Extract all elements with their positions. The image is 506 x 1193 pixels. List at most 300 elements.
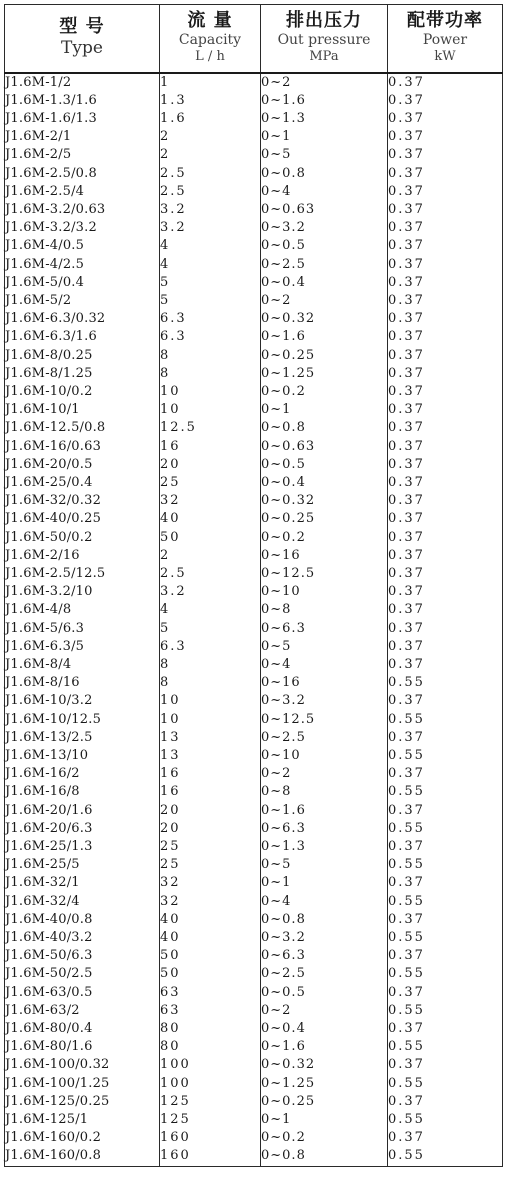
cell-pressure: 0~1.3 — [261, 110, 388, 128]
cell-pressure: 0~8 — [261, 783, 388, 801]
table-row — [5, 747, 503, 765]
table-row — [5, 219, 503, 237]
cell-power: 0.37 — [388, 92, 503, 110]
cell-model: J1.6M-125/0.25 — [5, 1093, 160, 1111]
table-row — [5, 601, 503, 619]
cell-pressure: 0~1.25 — [261, 365, 388, 383]
table-row — [5, 929, 503, 947]
cell-model: J1.6M-4/8 — [5, 601, 160, 619]
cell-capacity: 3.2 — [160, 201, 261, 219]
cell-capacity: 25 — [160, 474, 261, 492]
cell-capacity: 160 — [160, 1147, 261, 1166]
header-type-en: Type — [61, 38, 103, 59]
cell-model: J1.6M-5/0.4 — [5, 274, 160, 292]
table-row — [5, 547, 503, 565]
cell-capacity: 125 — [160, 1111, 261, 1129]
cell-pressure: 0~1 — [261, 128, 388, 146]
cell-model: J1.6M-1.3/1.6 — [5, 92, 160, 110]
table-row — [5, 565, 503, 583]
table-row — [5, 692, 503, 710]
table-row — [5, 1111, 503, 1129]
header-pressure-unit: MPa — [309, 49, 339, 65]
cell-model: J1.6M-10/12.5 — [5, 711, 160, 729]
cell-model: J1.6M-4/2.5 — [5, 256, 160, 274]
cell-capacity: 20 — [160, 802, 261, 820]
cell-pressure: 0~2 — [261, 1002, 388, 1020]
cell-model: J1.6M-32/0.32 — [5, 492, 160, 510]
cell-capacity: 6.3 — [160, 638, 261, 656]
header-capacity — [160, 5, 261, 73]
table-row — [5, 128, 503, 146]
cell-model: J1.6M-63/0.5 — [5, 984, 160, 1002]
header-power-zh: 配带功率 — [407, 10, 483, 32]
cell-capacity: 1 — [160, 73, 261, 92]
cell-capacity: 50 — [160, 529, 261, 547]
header-type — [5, 5, 160, 73]
cell-capacity: 100 — [160, 1056, 261, 1074]
cell-capacity: 2.5 — [160, 165, 261, 183]
table-row — [5, 984, 503, 1002]
cell-power: 0.55 — [388, 856, 503, 874]
cell-pressure: 0~1 — [261, 1111, 388, 1129]
table-row — [5, 92, 503, 110]
cell-power: 0.55 — [388, 893, 503, 911]
cell-power: 0.37 — [388, 310, 503, 328]
cell-pressure: 0~4 — [261, 893, 388, 911]
cell-pressure: 0~12.5 — [261, 711, 388, 729]
cell-capacity: 2.5 — [160, 565, 261, 583]
cell-power: 0.37 — [388, 365, 503, 383]
cell-power: 0.37 — [388, 510, 503, 528]
cell-model: J1.6M-8/16 — [5, 674, 160, 692]
cell-model: J1.6M-1.6/1.3 — [5, 110, 160, 128]
cell-capacity: 5 — [160, 620, 261, 638]
cell-capacity: 6.3 — [160, 310, 261, 328]
cell-pressure: 0~12.5 — [261, 565, 388, 583]
cell-power: 0.37 — [388, 765, 503, 783]
header-capacity-en: Capacity — [178, 32, 242, 49]
cell-power: 0.55 — [388, 965, 503, 983]
cell-power: 0.55 — [388, 674, 503, 692]
cell-capacity: 10 — [160, 711, 261, 729]
cell-pressure: 0~0.32 — [261, 310, 388, 328]
cell-power: 0.37 — [388, 874, 503, 892]
cell-model: J1.6M-160/0.8 — [5, 1147, 160, 1166]
table-row — [5, 310, 503, 328]
table-row — [5, 438, 503, 456]
cell-power: 0.37 — [388, 347, 503, 365]
table-row — [5, 1075, 503, 1093]
cell-pressure: 0~2.5 — [261, 965, 388, 983]
cell-pressure: 0~1.6 — [261, 92, 388, 110]
cell-power: 0.37 — [388, 1056, 503, 1074]
cell-model: J1.6M-1/2 — [5, 73, 160, 92]
cell-model: J1.6M-63/2 — [5, 1002, 160, 1020]
cell-model: J1.6M-6.3/1.6 — [5, 328, 160, 346]
cell-power: 0.55 — [388, 1111, 503, 1129]
table-row — [5, 292, 503, 310]
cell-model: J1.6M-13/2.5 — [5, 729, 160, 747]
cell-pressure: 0~8 — [261, 601, 388, 619]
cell-model: J1.6M-40/0.25 — [5, 510, 160, 528]
cell-model: J1.6M-160/0.2 — [5, 1129, 160, 1147]
table-row — [5, 911, 503, 929]
cell-power: 0.37 — [388, 911, 503, 929]
cell-capacity: 63 — [160, 984, 261, 1002]
cell-model: J1.6M-16/8 — [5, 783, 160, 801]
cell-power: 0.37 — [388, 128, 503, 146]
cell-pressure: 0~0.8 — [261, 419, 388, 437]
cell-capacity: 32 — [160, 492, 261, 510]
cell-model: J1.6M-50/2.5 — [5, 965, 160, 983]
cell-capacity: 13 — [160, 729, 261, 747]
cell-model: J1.6M-16/2 — [5, 765, 160, 783]
cell-capacity: 10 — [160, 401, 261, 419]
cell-pressure: 0~3.2 — [261, 219, 388, 237]
table-row — [5, 802, 503, 820]
cell-power: 0.37 — [388, 1129, 503, 1147]
cell-power: 0.37 — [388, 383, 503, 401]
header-type-zh: 型 号 — [59, 16, 105, 38]
table-row — [5, 1129, 503, 1147]
table-row — [5, 893, 503, 911]
table-body — [5, 73, 503, 1167]
cell-power: 0.37 — [388, 1020, 503, 1038]
table-row — [5, 820, 503, 838]
cell-model: J1.6M-4/0.5 — [5, 237, 160, 255]
table-row — [5, 1093, 503, 1111]
cell-power: 0.37 — [388, 183, 503, 201]
table-row — [5, 256, 503, 274]
cell-power: 0.55 — [388, 1075, 503, 1093]
cell-pressure: 0~0.2 — [261, 383, 388, 401]
table-row — [5, 510, 503, 528]
cell-capacity: 8 — [160, 347, 261, 365]
cell-capacity: 2 — [160, 547, 261, 565]
table-row — [5, 1147, 503, 1166]
header-pressure — [261, 5, 388, 73]
cell-power: 0.37 — [388, 692, 503, 710]
cell-power: 0.37 — [388, 474, 503, 492]
cell-model: J1.6M-16/0.63 — [5, 438, 160, 456]
cell-power: 0.37 — [388, 73, 503, 92]
table-row — [5, 947, 503, 965]
cell-pressure: 0~0.25 — [261, 510, 388, 528]
cell-power: 0.37 — [388, 256, 503, 274]
cell-model: J1.6M-40/3.2 — [5, 929, 160, 947]
header-pressure-zh: 排出压力 — [286, 10, 362, 32]
cell-capacity: 16 — [160, 783, 261, 801]
cell-pressure: 0~5 — [261, 146, 388, 164]
table-row — [5, 365, 503, 383]
table-row — [5, 783, 503, 801]
table-row — [5, 874, 503, 892]
cell-power: 0.37 — [388, 802, 503, 820]
cell-model: J1.6M-2/1 — [5, 128, 160, 146]
cell-capacity: 2 — [160, 146, 261, 164]
cell-model: J1.6M-10/1 — [5, 401, 160, 419]
cell-power: 0.37 — [388, 456, 503, 474]
table-row — [5, 492, 503, 510]
cell-model: J1.6M-50/0.2 — [5, 529, 160, 547]
cell-pressure: 0~1 — [261, 401, 388, 419]
cell-pressure: 0~5 — [261, 638, 388, 656]
table-row — [5, 237, 503, 255]
cell-capacity: 25 — [160, 856, 261, 874]
cell-pressure: 0~1.3 — [261, 838, 388, 856]
cell-pressure: 0~10 — [261, 583, 388, 601]
cell-model: J1.6M-25/1.3 — [5, 838, 160, 856]
cell-capacity: 4 — [160, 601, 261, 619]
table-row — [5, 110, 503, 128]
cell-pressure: 0~0.25 — [261, 1093, 388, 1111]
cell-power: 0.37 — [388, 401, 503, 419]
cell-model: J1.6M-2.5/12.5 — [5, 565, 160, 583]
cell-power: 0.37 — [388, 947, 503, 965]
cell-pressure: 0~0.4 — [261, 474, 388, 492]
table-row — [5, 965, 503, 983]
header-power — [388, 5, 503, 73]
cell-pressure: 0~10 — [261, 747, 388, 765]
cell-model: J1.6M-100/0.32 — [5, 1056, 160, 1074]
cell-pressure: 0~0.32 — [261, 1056, 388, 1074]
table-row — [5, 838, 503, 856]
cell-model: J1.6M-2/16 — [5, 547, 160, 565]
cell-capacity: 32 — [160, 893, 261, 911]
header-row — [5, 5, 503, 73]
cell-power: 0.55 — [388, 747, 503, 765]
cell-pressure: 0~1.6 — [261, 802, 388, 820]
cell-capacity: 8 — [160, 674, 261, 692]
cell-capacity: 1.6 — [160, 110, 261, 128]
table-row — [5, 383, 503, 401]
header-pressure-en: Out pressure — [277, 32, 371, 49]
cell-pressure: 0~0.5 — [261, 237, 388, 255]
cell-power: 0.37 — [388, 601, 503, 619]
cell-model: J1.6M-2.5/0.8 — [5, 165, 160, 183]
cell-pressure: 0~0.4 — [261, 274, 388, 292]
cell-capacity: 160 — [160, 1129, 261, 1147]
table-row — [5, 419, 503, 437]
cell-power: 0.55 — [388, 929, 503, 947]
cell-pressure: 0~6.3 — [261, 620, 388, 638]
table-row — [5, 146, 503, 164]
table-row — [5, 674, 503, 692]
cell-model: J1.6M-5/2 — [5, 292, 160, 310]
cell-power: 0.55 — [388, 1147, 503, 1166]
cell-power: 0.55 — [388, 1038, 503, 1056]
cell-power: 0.37 — [388, 438, 503, 456]
cell-model: J1.6M-2.5/4 — [5, 183, 160, 201]
cell-capacity: 8 — [160, 656, 261, 674]
table-row — [5, 474, 503, 492]
cell-model: J1.6M-12.5/0.8 — [5, 419, 160, 437]
cell-power: 0.37 — [388, 237, 503, 255]
cell-pressure: 0~0.8 — [261, 911, 388, 929]
cell-pressure: 0~0.63 — [261, 201, 388, 219]
cell-pressure: 0~0.8 — [261, 165, 388, 183]
cell-pressure: 0~6.3 — [261, 820, 388, 838]
cell-model: J1.6M-40/0.8 — [5, 911, 160, 929]
cell-pressure: 0~3.2 — [261, 929, 388, 947]
table-row — [5, 347, 503, 365]
cell-pressure: 0~16 — [261, 674, 388, 692]
cell-model: J1.6M-3.2/0.63 — [5, 201, 160, 219]
cell-model: J1.6M-20/0.5 — [5, 456, 160, 474]
cell-power: 0.55 — [388, 711, 503, 729]
cell-model: J1.6M-8/0.25 — [5, 347, 160, 365]
cell-pressure: 0~4 — [261, 656, 388, 674]
cell-power: 0.37 — [388, 638, 503, 656]
cell-power: 0.37 — [388, 529, 503, 547]
cell-power: 0.37 — [388, 219, 503, 237]
cell-capacity: 12.5 — [160, 419, 261, 437]
cell-model: J1.6M-32/1 — [5, 874, 160, 892]
table-row — [5, 183, 503, 201]
cell-pressure: 0~6.3 — [261, 947, 388, 965]
cell-pressure: 0~0.32 — [261, 492, 388, 510]
header-power-unit: kW — [434, 49, 456, 65]
cell-power: 0.55 — [388, 820, 503, 838]
table-row — [5, 620, 503, 638]
table-row — [5, 401, 503, 419]
cell-power: 0.37 — [388, 838, 503, 856]
cell-model: J1.6M-3.2/3.2 — [5, 219, 160, 237]
cell-capacity: 25 — [160, 838, 261, 856]
table-row — [5, 583, 503, 601]
cell-capacity: 2 — [160, 128, 261, 146]
cell-model: J1.6M-80/1.6 — [5, 1038, 160, 1056]
cell-model: J1.6M-10/0.2 — [5, 383, 160, 401]
cell-power: 0.37 — [388, 274, 503, 292]
cell-power: 0.37 — [388, 656, 503, 674]
cell-power: 0.37 — [388, 583, 503, 601]
cell-capacity: 20 — [160, 456, 261, 474]
cell-pressure: 0~0.2 — [261, 1129, 388, 1147]
cell-power: 0.37 — [388, 620, 503, 638]
cell-pressure: 0~0.2 — [261, 529, 388, 547]
cell-pressure: 0~2 — [261, 765, 388, 783]
cell-pressure: 0~1.6 — [261, 328, 388, 346]
header-power-en: Power — [422, 32, 468, 49]
cell-capacity: 40 — [160, 510, 261, 528]
cell-pressure: 0~3.2 — [261, 692, 388, 710]
cell-model: J1.6M-8/1.25 — [5, 365, 160, 383]
table-row — [5, 729, 503, 747]
cell-power: 0.37 — [388, 201, 503, 219]
cell-power: 0.37 — [388, 165, 503, 183]
cell-pressure: 0~2.5 — [261, 256, 388, 274]
cell-pressure: 0~1.6 — [261, 1038, 388, 1056]
cell-capacity: 2.5 — [160, 183, 261, 201]
header-capacity-zh: 流 量 — [187, 10, 233, 32]
cell-model: J1.6M-2/5 — [5, 146, 160, 164]
cell-capacity: 4 — [160, 256, 261, 274]
table-row — [5, 1038, 503, 1056]
cell-capacity: 20 — [160, 820, 261, 838]
cell-capacity: 80 — [160, 1038, 261, 1056]
table-row — [5, 1020, 503, 1038]
cell-model: J1.6M-6.3/0.32 — [5, 310, 160, 328]
cell-capacity: 1.3 — [160, 92, 261, 110]
table-row — [5, 711, 503, 729]
cell-capacity: 80 — [160, 1020, 261, 1038]
cell-capacity: 100 — [160, 1075, 261, 1093]
cell-power: 0.37 — [388, 110, 503, 128]
header-capacity-unit: L / h — [195, 49, 225, 65]
cell-capacity: 8 — [160, 365, 261, 383]
cell-capacity: 50 — [160, 965, 261, 983]
cell-pressure: 0~2.5 — [261, 729, 388, 747]
cell-capacity: 5 — [160, 292, 261, 310]
cell-power: 0.37 — [388, 984, 503, 1002]
cell-pressure: 0~0.63 — [261, 438, 388, 456]
table-header — [5, 5, 503, 73]
cell-power: 0.37 — [388, 547, 503, 565]
cell-capacity: 40 — [160, 929, 261, 947]
cell-power: 0.37 — [388, 492, 503, 510]
cell-capacity: 6.3 — [160, 328, 261, 346]
cell-capacity: 10 — [160, 383, 261, 401]
cell-capacity: 10 — [160, 692, 261, 710]
table-row — [5, 201, 503, 219]
cell-model: J1.6M-13/10 — [5, 747, 160, 765]
cell-pressure: 0~0.25 — [261, 347, 388, 365]
cell-pressure: 0~2 — [261, 73, 388, 92]
cell-pressure: 0~4 — [261, 183, 388, 201]
table-row — [5, 1056, 503, 1074]
table-row — [5, 328, 503, 346]
cell-model: J1.6M-50/6.3 — [5, 947, 160, 965]
cell-pressure: 0~2 — [261, 292, 388, 310]
cell-model: J1.6M-20/1.6 — [5, 802, 160, 820]
cell-capacity: 32 — [160, 874, 261, 892]
cell-capacity: 50 — [160, 947, 261, 965]
cell-pressure: 0~0.8 — [261, 1147, 388, 1166]
cell-pressure: 0~1 — [261, 874, 388, 892]
cell-power: 0.55 — [388, 783, 503, 801]
table-row — [5, 765, 503, 783]
table-row — [5, 856, 503, 874]
cell-capacity: 63 — [160, 1002, 261, 1020]
cell-capacity: 13 — [160, 747, 261, 765]
cell-model: J1.6M-3.2/10 — [5, 583, 160, 601]
pump-spec-table — [4, 4, 503, 1167]
cell-power: 0.37 — [388, 729, 503, 747]
table-row — [5, 73, 503, 92]
cell-power: 0.37 — [388, 146, 503, 164]
cell-capacity: 3.2 — [160, 583, 261, 601]
cell-model: J1.6M-25/0.4 — [5, 474, 160, 492]
cell-model: J1.6M-25/5 — [5, 856, 160, 874]
cell-power: 0.37 — [388, 419, 503, 437]
cell-pressure: 0~1.25 — [261, 1075, 388, 1093]
cell-power: 0.37 — [388, 565, 503, 583]
cell-capacity: 16 — [160, 438, 261, 456]
cell-capacity: 125 — [160, 1093, 261, 1111]
cell-capacity: 4 — [160, 237, 261, 255]
cell-model: J1.6M-125/1 — [5, 1111, 160, 1129]
cell-power: 0.55 — [388, 1002, 503, 1020]
cell-pressure: 0~16 — [261, 547, 388, 565]
cell-model: J1.6M-8/4 — [5, 656, 160, 674]
cell-power: 0.37 — [388, 292, 503, 310]
cell-capacity: 5 — [160, 274, 261, 292]
cell-model: J1.6M-100/1.25 — [5, 1075, 160, 1093]
cell-power: 0.37 — [388, 1093, 503, 1111]
cell-capacity: 3.2 — [160, 219, 261, 237]
cell-model: J1.6M-5/6.3 — [5, 620, 160, 638]
